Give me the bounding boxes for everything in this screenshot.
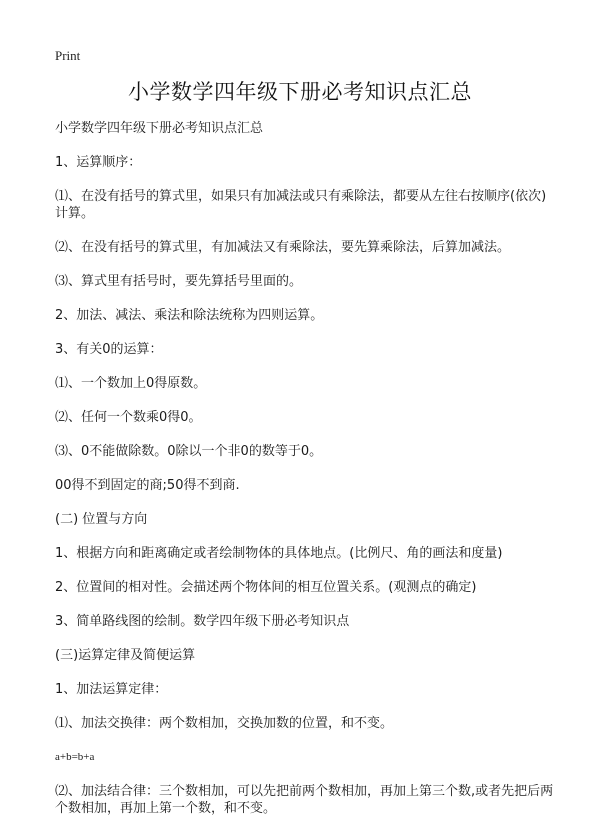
paragraph: 1、根据方向和距离确定或者绘制物体的具体地点。(比例尺、角的画法和度量) <box>55 546 503 561</box>
paragraph: 2、位置间的相对性。会描述两个物体间的相互位置关系。(观测点的确定) <box>55 580 477 595</box>
print-link[interactable]: Print <box>55 48 81 63</box>
document-body <box>55 120 555 834</box>
section-heading: (三)运算定律及简便运算 <box>55 648 196 663</box>
paragraph: 3、简单路线图的绘制。数学四年级下册必考知识点 <box>55 614 350 629</box>
paragraph: 1、加法运算定律： <box>55 682 168 697</box>
paragraph: ⑴、加法交换律：两个数相加，交换加数的位置，和不变。 <box>55 716 394 731</box>
paragraph: ⑴、在没有括号的算式里，如果只有加减法或只有乘除法，都要从左往右按顺序(依次)计算。 <box>55 189 547 221</box>
paragraph: 1、运算顺序： <box>55 155 142 170</box>
paragraph: ⑵、任何一个数乘0得0。 <box>55 410 202 425</box>
paragraph: 2、加法、减法、乘法和除法统称为四则运算。 <box>55 308 324 323</box>
paragraph: 3、有关0的运算： <box>55 342 163 357</box>
paragraph: ⑵、在没有括号的算式里，有加减法又有乘除法，要先算乘除法，后算加减法。 <box>55 240 511 255</box>
paragraph: 小学数学四年级下册必考知识点汇总 <box>55 121 264 136</box>
section-heading: (二) 位置与方向 <box>55 512 148 527</box>
document-title: 小学数学四年级下册必考知识点汇总 <box>128 80 472 104</box>
paragraph: 00得不到固定的商;50得不到商. <box>55 478 240 493</box>
paragraph: ⑶、0不能做除数。0除以一个非0的数等于0。 <box>55 444 323 459</box>
paragraph: ⑴、一个数加上0得原数。 <box>55 376 207 391</box>
formula: a+b=b+a <box>55 751 95 763</box>
paragraph: ⑶、算式里有括号时，要先算括号里面的。 <box>55 274 303 289</box>
paragraph: ⑵、加法结合律：三个数相加，可以先把前两个数相加，再加上第三个数,或者先把后两个数相加，再加上第一个数，和不变。 <box>55 784 554 816</box>
